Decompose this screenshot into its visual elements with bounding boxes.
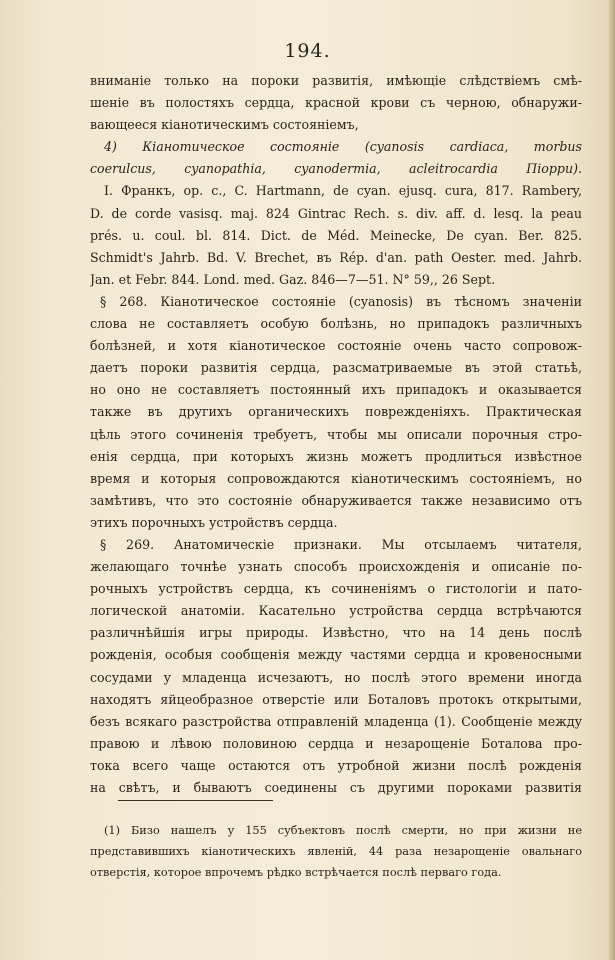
- heading-cyanosis-cont: coerulcus, cyanopathia, cyanodermia, acleitrocardia Піорри).: [90, 161, 582, 177]
- main-text: [90, 70, 582, 799]
- footnote-line: отверстія, которое впрочемъ рѣдко встрѣчается послѣ перваго года.: [90, 866, 502, 879]
- text-line: слова не составляетъ особую болѣзнь, но припадокъ различныхъ: [90, 316, 582, 332]
- text-line: шеніе въ полостяхъ сердца, красной крови съ черною, обнаружи-: [90, 95, 582, 111]
- references-line: I. Франкъ, op. c., C. Hartmann, de cyan. ejusq. cura, 817. Rambery,: [104, 183, 582, 199]
- text-line: замѣтивъ, что это состояніе обнаруживается также независимо отъ: [90, 492, 582, 508]
- references-line: Jan. et Febr. 844. Lond. med. Gaz. 846—7—51. N° 59,, 26 Sept.: [90, 271, 496, 287]
- text-line: безъ всякаго разстройства отправленій младенца (1). Сообщеніе между: [90, 713, 582, 729]
- text-line: также въ другихъ органическихъ поврежденіяхъ. Практическая: [90, 404, 582, 420]
- text-line: логической анатоміи. Касательно устройства сердца встрѣчаются: [90, 603, 582, 619]
- heading-cyanosis: 4) Кіанотическое состояніе (cyanosis cardiaca, morbus: [104, 139, 582, 155]
- text-line: болѣзней, и хотя кіанотическое состояніе очень часто сопровож-: [90, 338, 582, 354]
- footnote-line: представившихъ кіанотическихъ явленій, 44 раза незарощеніе овальнаго: [90, 845, 582, 858]
- text-line: желающаго точнѣе узнать способъ происхожденія и описаніе по-: [90, 559, 582, 575]
- text-line: рожденія, особыя сообщенія между частями сердца и кровеносными: [90, 647, 582, 663]
- text-line: находятъ яйцеобразное отверстіе или Боталовъ протокъ открытыми,: [90, 691, 582, 707]
- text-line: вниманіе только на пороки развитія, имѣющіе слѣдствіемъ смѣ-: [90, 73, 582, 88]
- page-edge: [609, 0, 615, 960]
- text-line: цѣль этого сочиненія требуетъ, чтобы мы описали порочныя стро-: [90, 426, 582, 442]
- footnote-line: (1) Бизо нашелъ у 155 субъектовъ послѣ смерти, но при жизни не: [104, 824, 582, 837]
- page-number: 194.: [284, 40, 331, 62]
- text-line: енія сердца, при которыхъ жизнь можетъ продлиться извѣстное: [90, 448, 582, 464]
- text-line: вающееся кіанотическимъ состояніемъ,: [90, 117, 359, 133]
- text-line: различнѣйшія игры природы. Извѣстно, что на 14 день послѣ: [90, 625, 582, 641]
- text-line: время и которыя сопровождаются кіанотическимъ состояніемъ, но: [90, 470, 582, 486]
- text-line: тока всего чаще остаются отъ утробной жизни послѣ рожденія: [90, 757, 582, 773]
- footnote: [90, 820, 582, 883]
- references-line: D. de corde vasisq. maj. 824 Gintrac Rech. s. div. aff. d. lesq. la peau: [90, 205, 582, 221]
- text-line: правою и лѣвою половиною сердца и незарощеніе Боталова про-: [90, 735, 582, 751]
- references-line: prés. u. coul. bl. 814. Dict. de Méd. Meinecke, De cyan. Ber. 825.: [90, 227, 582, 243]
- text-line: сосудами у младенца исчезаютъ, но послѣ этого времени иногда: [90, 669, 582, 685]
- footnote-divider: [118, 800, 273, 801]
- text-line: этихъ порочныхъ устройствъ сердца.: [90, 514, 338, 530]
- references-line: Schmidt's Jahrb. Bd. V. Brechet, въ Rép. d'an. path Oester. med. Jahrb.: [90, 249, 582, 265]
- section-268-start: § 268. Кіанотическое состояніе (cyanosis) въ тѣсномъ значеніи: [100, 293, 582, 309]
- text-line: на свѣтъ, и бываютъ соединены съ другими пороками развитія: [90, 780, 582, 795]
- text-line: но оно не составляетъ постоянный ихъ припадокъ и оказывается: [90, 382, 582, 398]
- text-line: даетъ пороки развитія сердца, разсматриваемые въ этой статьѣ,: [90, 360, 582, 376]
- text-line: рочныхъ устройствъ сердца, къ сочиненіямъ о гистологіи и пато-: [90, 581, 582, 597]
- section-269-start: § 269. Анатомическіе признаки. Мы отсылаемъ читателя,: [100, 536, 582, 552]
